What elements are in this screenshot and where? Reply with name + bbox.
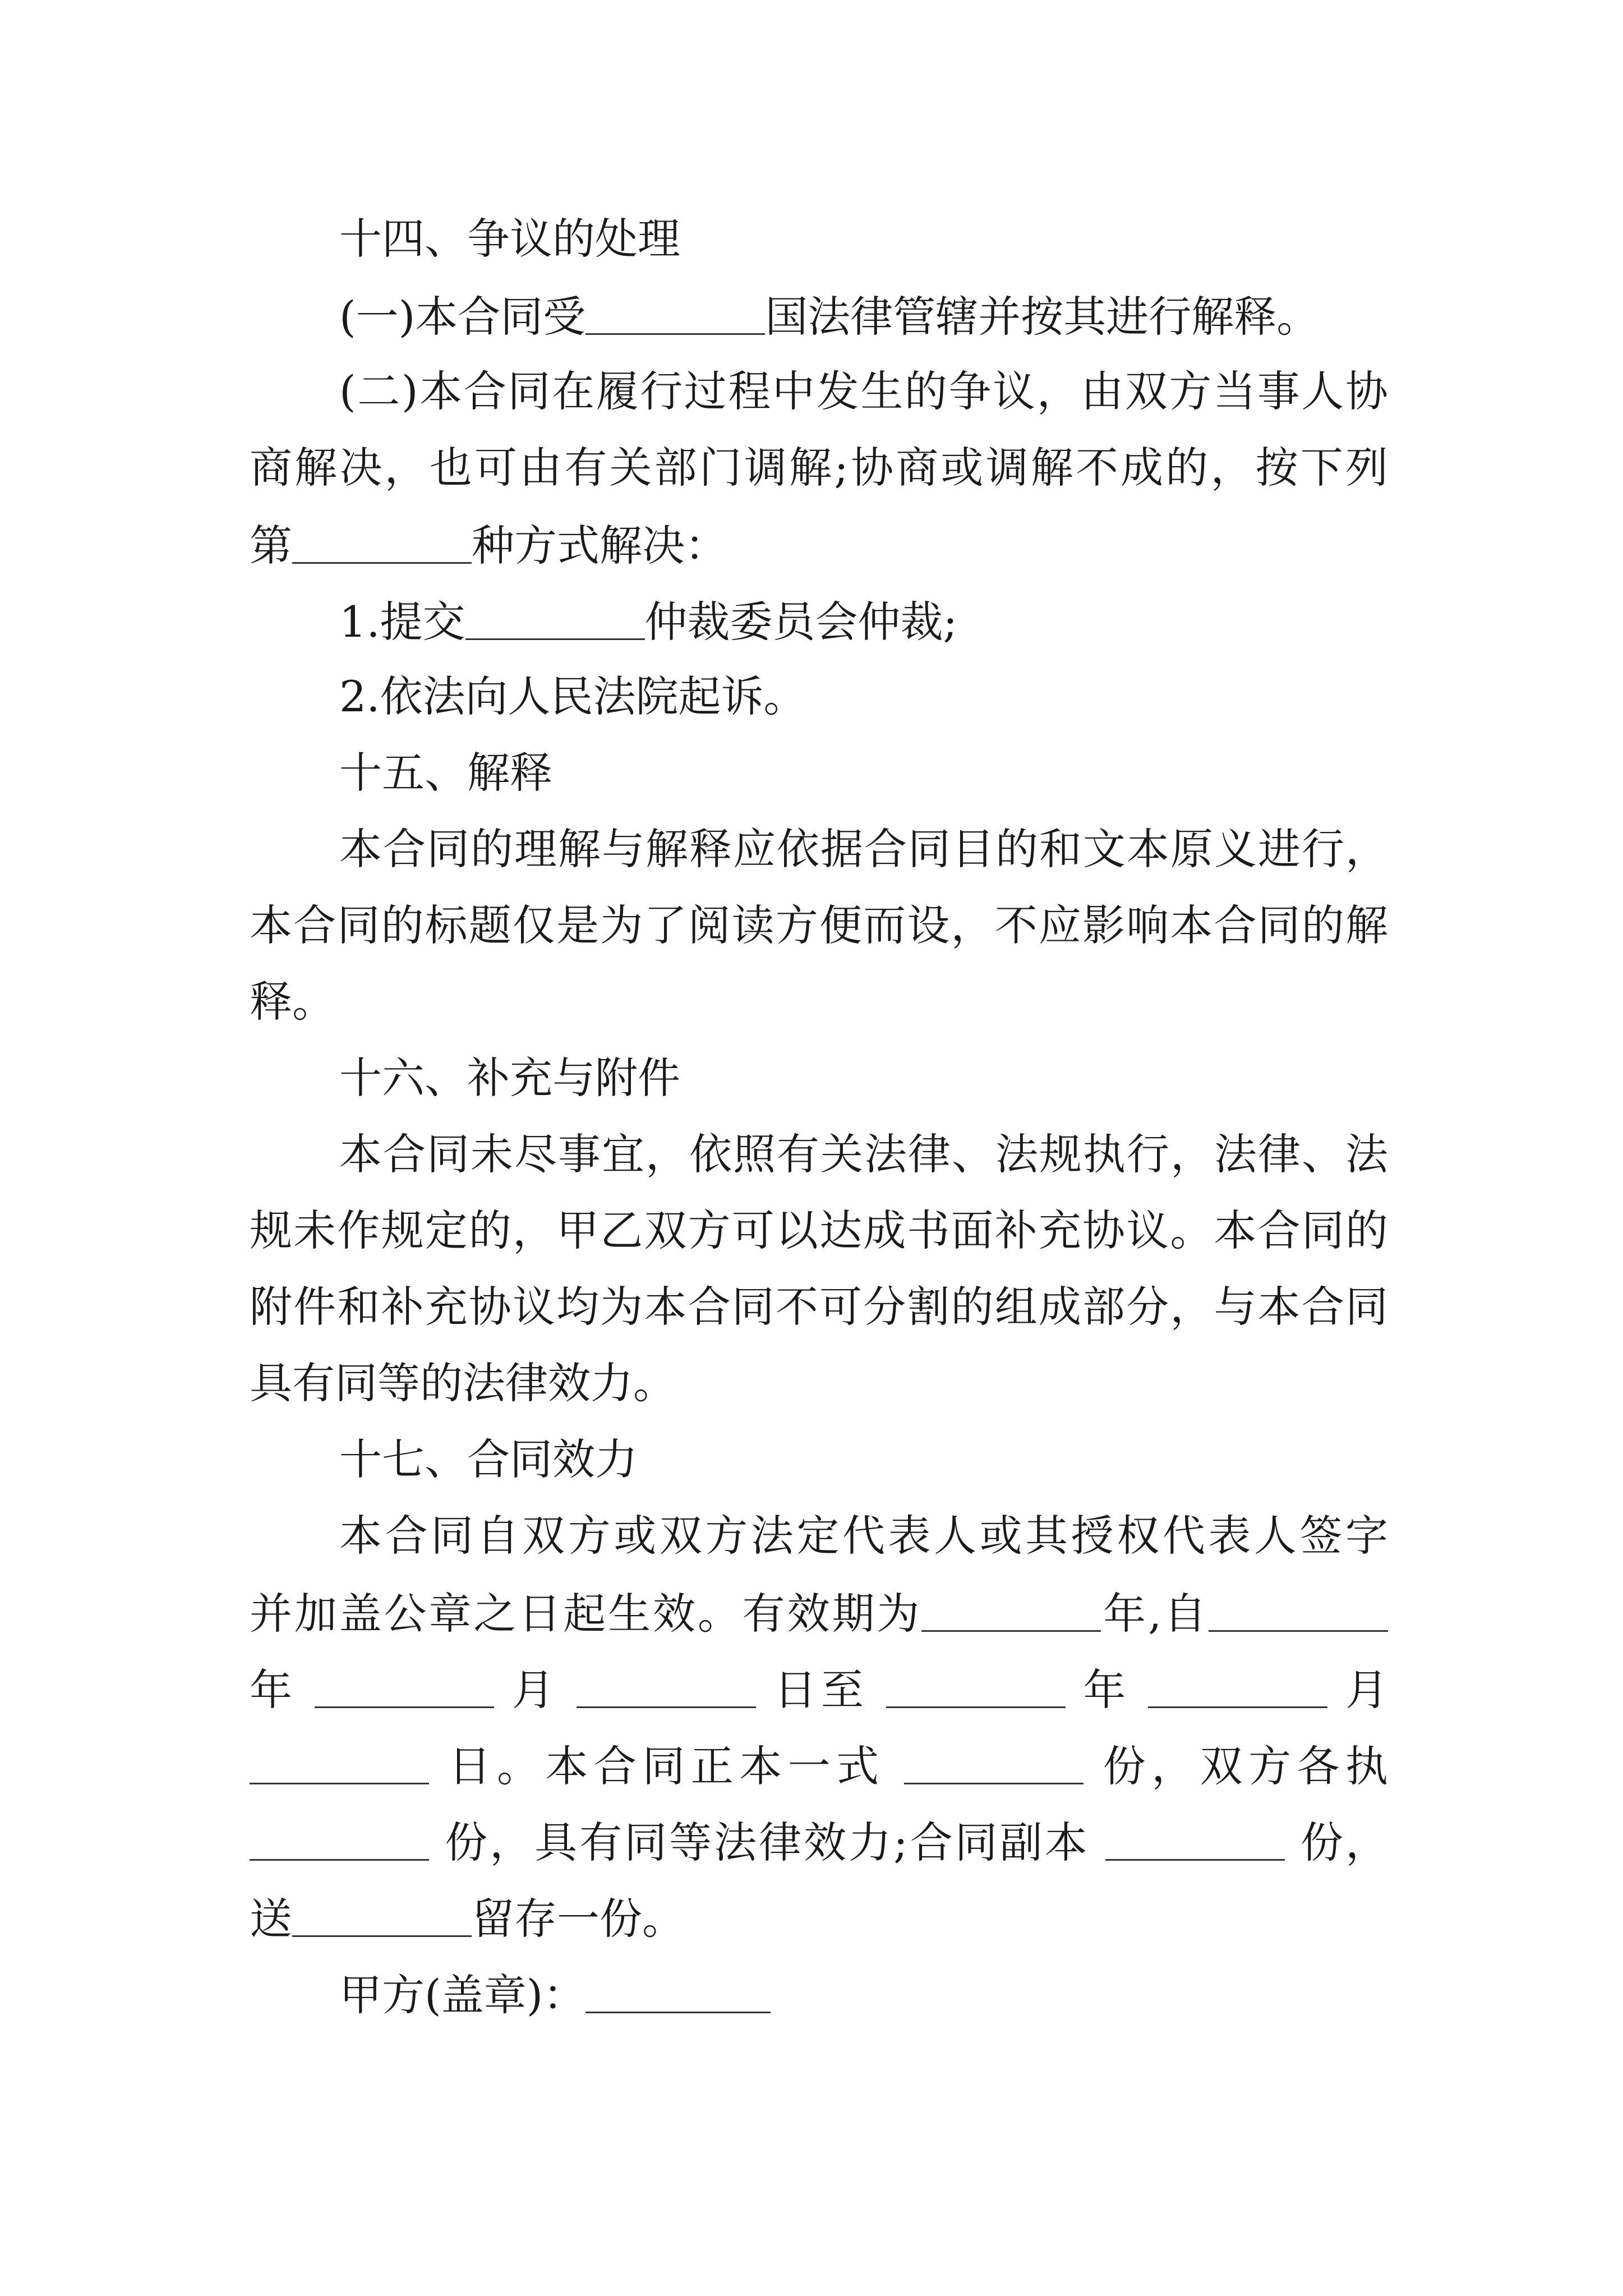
paragraph-text: 并加盖公章之日起生效。有效期为 xyxy=(250,1589,922,1639)
paragraph-text: 本合同自双方或双方法定代表人或其授权代表人签字 xyxy=(339,1511,1388,1561)
option-text: 2.依法向人民法院起诉。 xyxy=(339,671,806,721)
blank-field-end-day[interactable] xyxy=(250,1743,429,1784)
paragraph-text: 本合同未尽事宜，依照有关法律、法规执行，法律、法 xyxy=(339,1129,1388,1179)
clause-text: (二)本合同在履行过程中发生的争议，由双方当事人协 xyxy=(339,366,1388,416)
section-17-heading xyxy=(250,1434,1388,1515)
section-17-line-2 xyxy=(250,1591,1388,1667)
section-17-line-1 xyxy=(250,1511,1388,1591)
section-15-line-3 xyxy=(250,977,1388,1057)
blank-field-original-copies[interactable] xyxy=(904,1743,1083,1784)
heading-text: 十四、争议的处理 xyxy=(339,214,680,264)
section-17-line-4 xyxy=(250,1743,1388,1820)
section-17-line-5 xyxy=(250,1820,1388,1896)
paragraph-text: 日。本合同正本一式 xyxy=(448,1741,885,1791)
section-16-line-1 xyxy=(250,1129,1388,1209)
paragraph-text: 送 xyxy=(250,1894,292,1944)
blank-field-end-year[interactable] xyxy=(886,1667,1066,1708)
paragraph-text: 年 xyxy=(1083,1665,1131,1715)
paragraph-text: 月 xyxy=(1345,1665,1388,1715)
section-16-line-3 xyxy=(250,1282,1388,1362)
option-text: 仲裁委员会仲裁; xyxy=(644,597,958,647)
paragraph-text: 年,自 xyxy=(1101,1589,1209,1639)
clause-text: 国法律管辖并按其进行解释。 xyxy=(765,292,1320,342)
blank-field-validity-years[interactable] xyxy=(921,1591,1101,1632)
section-16-heading xyxy=(250,1053,1388,1133)
paragraph-text: 日至 xyxy=(774,1665,868,1715)
clause-text: 商解决，也可由有关部门调解;协商或调解不成的，按下列 xyxy=(250,443,1388,493)
paragraph-text: 附件和补充协议均为本合同不可分割的组成部分，与本合同 xyxy=(250,1282,1388,1332)
blank-field-arbitration-commission[interactable] xyxy=(465,599,645,640)
clause-14-1 xyxy=(250,294,1388,370)
blank-field-method-number[interactable] xyxy=(292,523,472,564)
dispute-option-1 xyxy=(250,599,1388,675)
clause-14-2-line-1 xyxy=(250,366,1388,447)
blank-field-start-day[interactable] xyxy=(577,1667,756,1708)
paragraph-text: 份，具有同等法律效力;合同副本 xyxy=(445,1818,1090,1867)
blank-field-party-a-seal[interactable] xyxy=(585,1972,771,2013)
blank-field-start-month[interactable] xyxy=(315,1667,494,1708)
contract-body xyxy=(250,214,1388,2049)
paragraph-text: 份，双方各执 xyxy=(1103,1741,1388,1791)
blank-field-country[interactable] xyxy=(585,294,765,335)
paragraph-text: 释。 xyxy=(250,977,335,1027)
clause-14-2-line-3 xyxy=(250,523,1388,599)
section-14-heading xyxy=(250,214,1388,294)
section-16-line-4 xyxy=(250,1358,1388,1438)
paragraph-text: 份， xyxy=(1300,1818,1388,1867)
blank-field-end-month[interactable] xyxy=(1148,1667,1327,1708)
paragraph-text: 月 xyxy=(511,1665,559,1715)
blank-field-duplicate-copies[interactable] xyxy=(1105,1820,1285,1861)
heading-text: 十五、解释 xyxy=(339,748,552,798)
blank-field-start-year[interactable] xyxy=(1209,1591,1388,1632)
blank-field-deliver-to[interactable] xyxy=(292,1896,472,1937)
paragraph-text: 规未作规定的，甲乙双方可以达成书面补充协议。本合同的 xyxy=(250,1205,1388,1255)
paragraph-text: 留存一份。 xyxy=(472,1894,685,1944)
paragraph-text: 本合同的标题仅是为了阅读方便而设，不应影响本合同的解 xyxy=(250,900,1388,950)
paragraph-text: 本合同的理解与解释应依据合同目的和文本原义进行， xyxy=(339,824,1388,874)
section-15-line-2 xyxy=(250,900,1388,981)
paragraph-text: 具有同等的法律效力。 xyxy=(250,1358,676,1408)
clause-text: 第 xyxy=(250,521,292,570)
option-text: 1.提交 xyxy=(339,597,465,647)
paragraph-text: 年 xyxy=(250,1665,297,1715)
section-15-heading xyxy=(250,748,1388,828)
heading-text: 十六、补充与附件 xyxy=(339,1053,680,1103)
section-17-line-6 xyxy=(250,1896,1388,1972)
section-16-line-2 xyxy=(250,1205,1388,1286)
heading-text: 十七、合同效力 xyxy=(339,1434,638,1484)
party-a-signature-line xyxy=(250,1972,1388,2049)
party-a-label: 甲方(盖章)： xyxy=(339,1970,586,2020)
clause-text: (一)本合同受 xyxy=(339,292,586,342)
section-17-line-3 xyxy=(250,1667,1388,1743)
clause-text: 种方式解决： xyxy=(472,521,727,570)
section-15-line-1 xyxy=(250,824,1388,904)
dispute-option-2 xyxy=(250,671,1388,752)
clause-14-2-line-2 xyxy=(250,443,1388,523)
blank-field-copies-each[interactable] xyxy=(250,1820,429,1861)
